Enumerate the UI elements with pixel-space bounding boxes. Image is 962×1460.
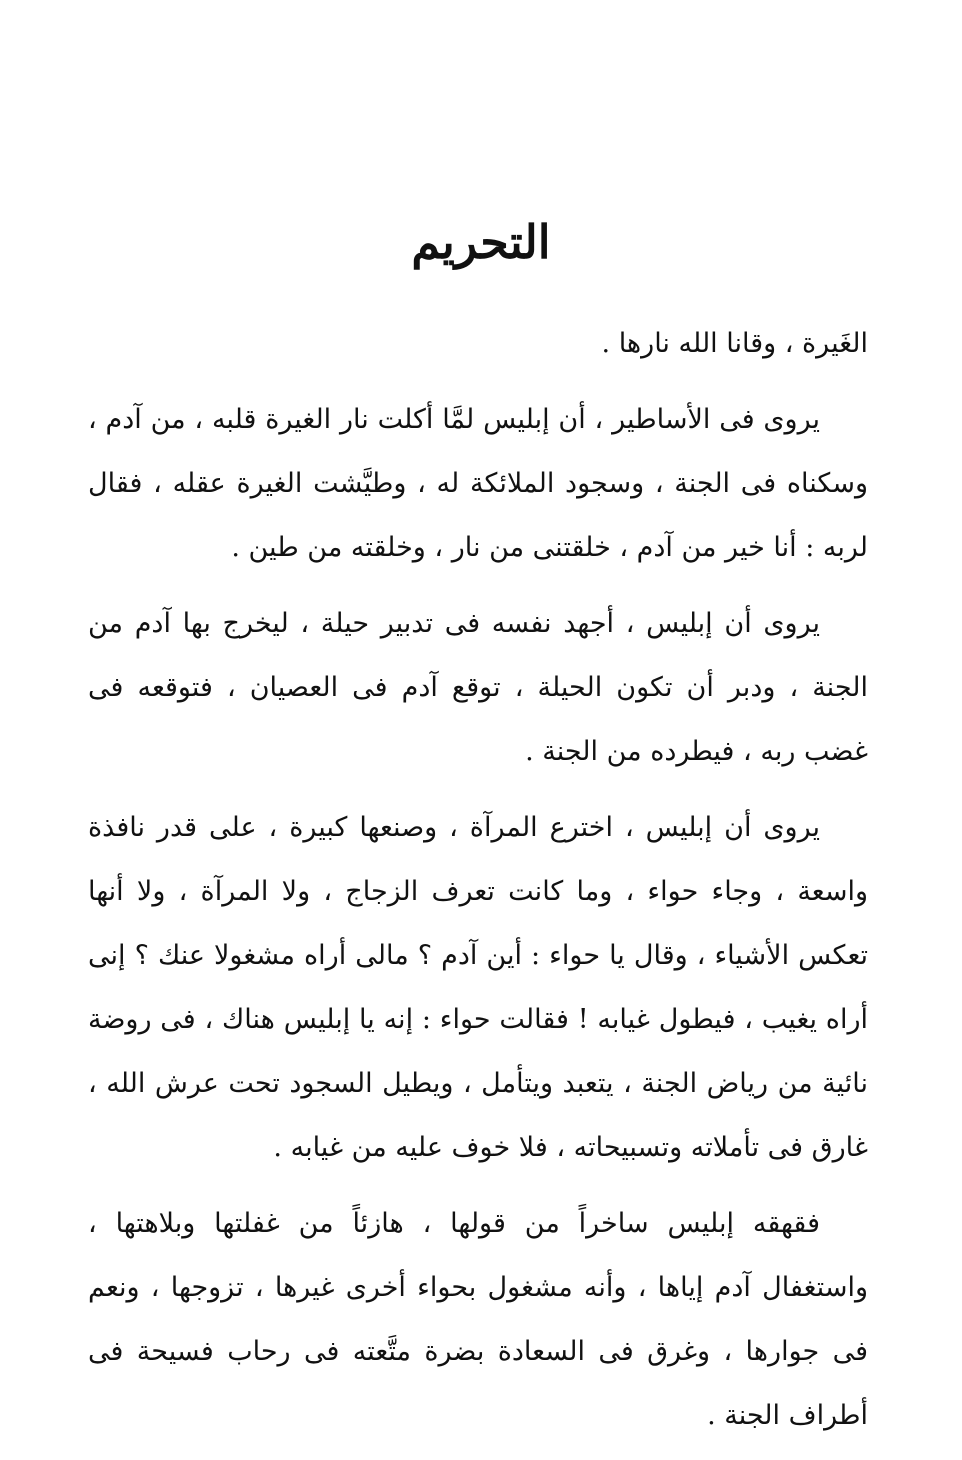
body-text xyxy=(88,312,868,1460)
paragraph-4: يروى أن إبليس ، اخترع المرآة ، وصنعها كبيرة ، على قدر نافذة واسعة ، وجاء حواء ، وما كانت تعرف الزجاج ، ولا المرآة ، ولا أنها تعكس الأشياء ، وقال يا حواء : أين آدم ؟ مالى أراه مشغولا عنك ؟ إنى أراه يغيب ، فيطول غيابه ! فقالت حواء : إنه يا إبليس هناك ، فى روضة نائية من رياض الجنة ، يتعبد ويتأمل ، ويطيل السجود تحت عرش الله ، غارق فى تأملاته وتسبيحاته ، فلا خوف عليه من غيابه . xyxy=(88,812,868,1163)
paragraph-5: فقهقه إبليس ساخراً من قولها ، هازئاً من غفلتها وبلاهتها ، واستغفال آدم إياها ، وأنه مشغول بحواء أخرى غيرها ، تزوجها ، ونعم فى جوارها ، وغرق فى السعادة بضرة متَّعته فى رحاب فسيحة فى أطراف الجنة . xyxy=(88,1208,868,1431)
paragraph-2: يروى فى الأساطير ، أن إبليس لمَّا أكلت نار الغيرة قلبه ، من آدم ، وسكناه فى الجنة ، وسجود الملائكة له ، وطيَّشت الغيرة عقله ، فقال لربه : أنا خير من آدم ، خلقتنى من نار ، وخلقته من طين . xyxy=(88,404,868,563)
chapter-title: التحريم xyxy=(411,215,551,269)
paragraph-1: الغَيرة ، وقانا الله نارها . xyxy=(601,328,868,359)
paragraph-3: يروى أن إبليس ، أجهد نفسه فى تدبير حيلة ، ليخرج بها آدم من الجنة ، ودبر أن تكون الحيلة ، توقع آدم فى العصيان ، فتوقعه فى غضب ربه ، فيطرده من الجنة . xyxy=(88,608,868,767)
